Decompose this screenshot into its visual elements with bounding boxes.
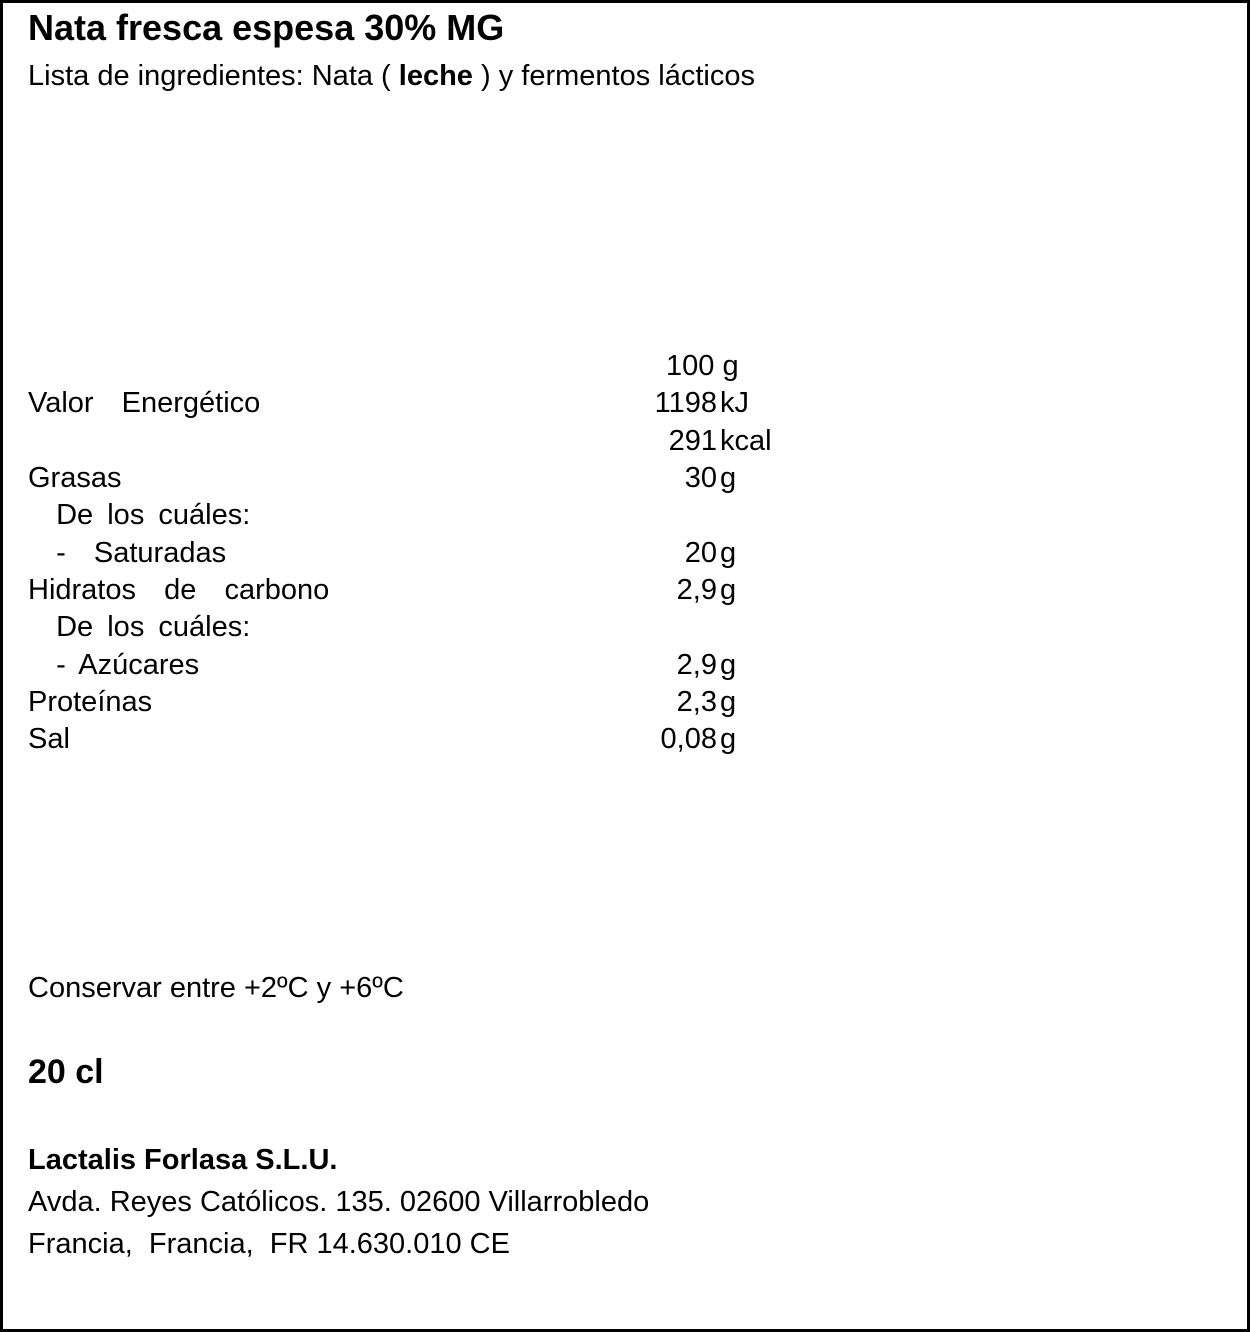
nutrition-row [3,571,1247,609]
nutrition-value: 1198 [654,387,717,419]
nutrition-row [3,422,1247,460]
nutrition-row [3,720,1247,758]
nutrition-label: Proteínas [28,686,153,718]
nutrition-row [3,534,1247,572]
nutrition-value: 2,9 [676,574,717,606]
nutrition-unit: g [720,537,737,569]
manufacturer-address-line1: Avda. Reyes Católicos. 135. 02600 Villarrobledo [28,1186,650,1218]
nutrition-header-row [3,347,1247,385]
ingredients-prefix: Lista de ingredientes: Nata ( [28,60,399,92]
nutrition-unit: kJ [720,387,749,419]
nutrition-label: - Azúcares [28,649,200,681]
nutrition-label: Valor Energético [28,387,261,419]
nutrition-unit: g [720,649,737,681]
nutrition-unit: g [720,686,737,718]
net-volume: 20 cl [28,1053,104,1091]
nutrition-value: 2,9 [676,649,717,681]
nutrition-unit: g [720,462,737,494]
nutrition-value: 20 [684,537,717,569]
nutrition-unit: g [720,574,737,606]
nutrition-label: Sal [28,723,70,755]
nutrition-row [3,608,1247,646]
storage-instructions: Conservar entre +2ºC y +6ºC [28,972,404,1004]
nutrition-unit: kcal [720,425,772,457]
nutrition-value: 30 [684,462,717,494]
ingredients-suffix: ) y fermentos lácticos [472,60,755,92]
allergen-highlight: leche [398,60,473,92]
nutrition-column-header: 100 g [666,350,739,382]
nutrition-value: 291 [668,425,717,457]
nutrition-row [3,496,1247,534]
nutrition-row [3,683,1247,721]
nutrition-label: De los cuáles: [28,611,251,643]
nutrition-value: 2,3 [676,686,717,718]
ingredients-list [28,57,755,95]
nutrition-unit: g [720,723,737,755]
nutrition-row [3,384,1247,422]
manufacturer-address-line2: Francia, Francia, FR 14.630.010 CE [28,1228,510,1260]
nutrition-label: Grasas [28,462,122,494]
manufacturer-name: Lactalis Forlasa S.L.U. [28,1144,338,1176]
nutrition-row [3,646,1247,684]
nutrition-label: De los cuáles: [28,499,251,531]
nutrition-label: - Saturadas [28,537,227,569]
nutrition-label: Hidratos de carbono [28,574,330,606]
nutrition-row [3,459,1247,497]
product-title: Nata fresca espesa 30% MG [28,7,505,48]
nutrition-value: 0,08 [660,723,717,755]
